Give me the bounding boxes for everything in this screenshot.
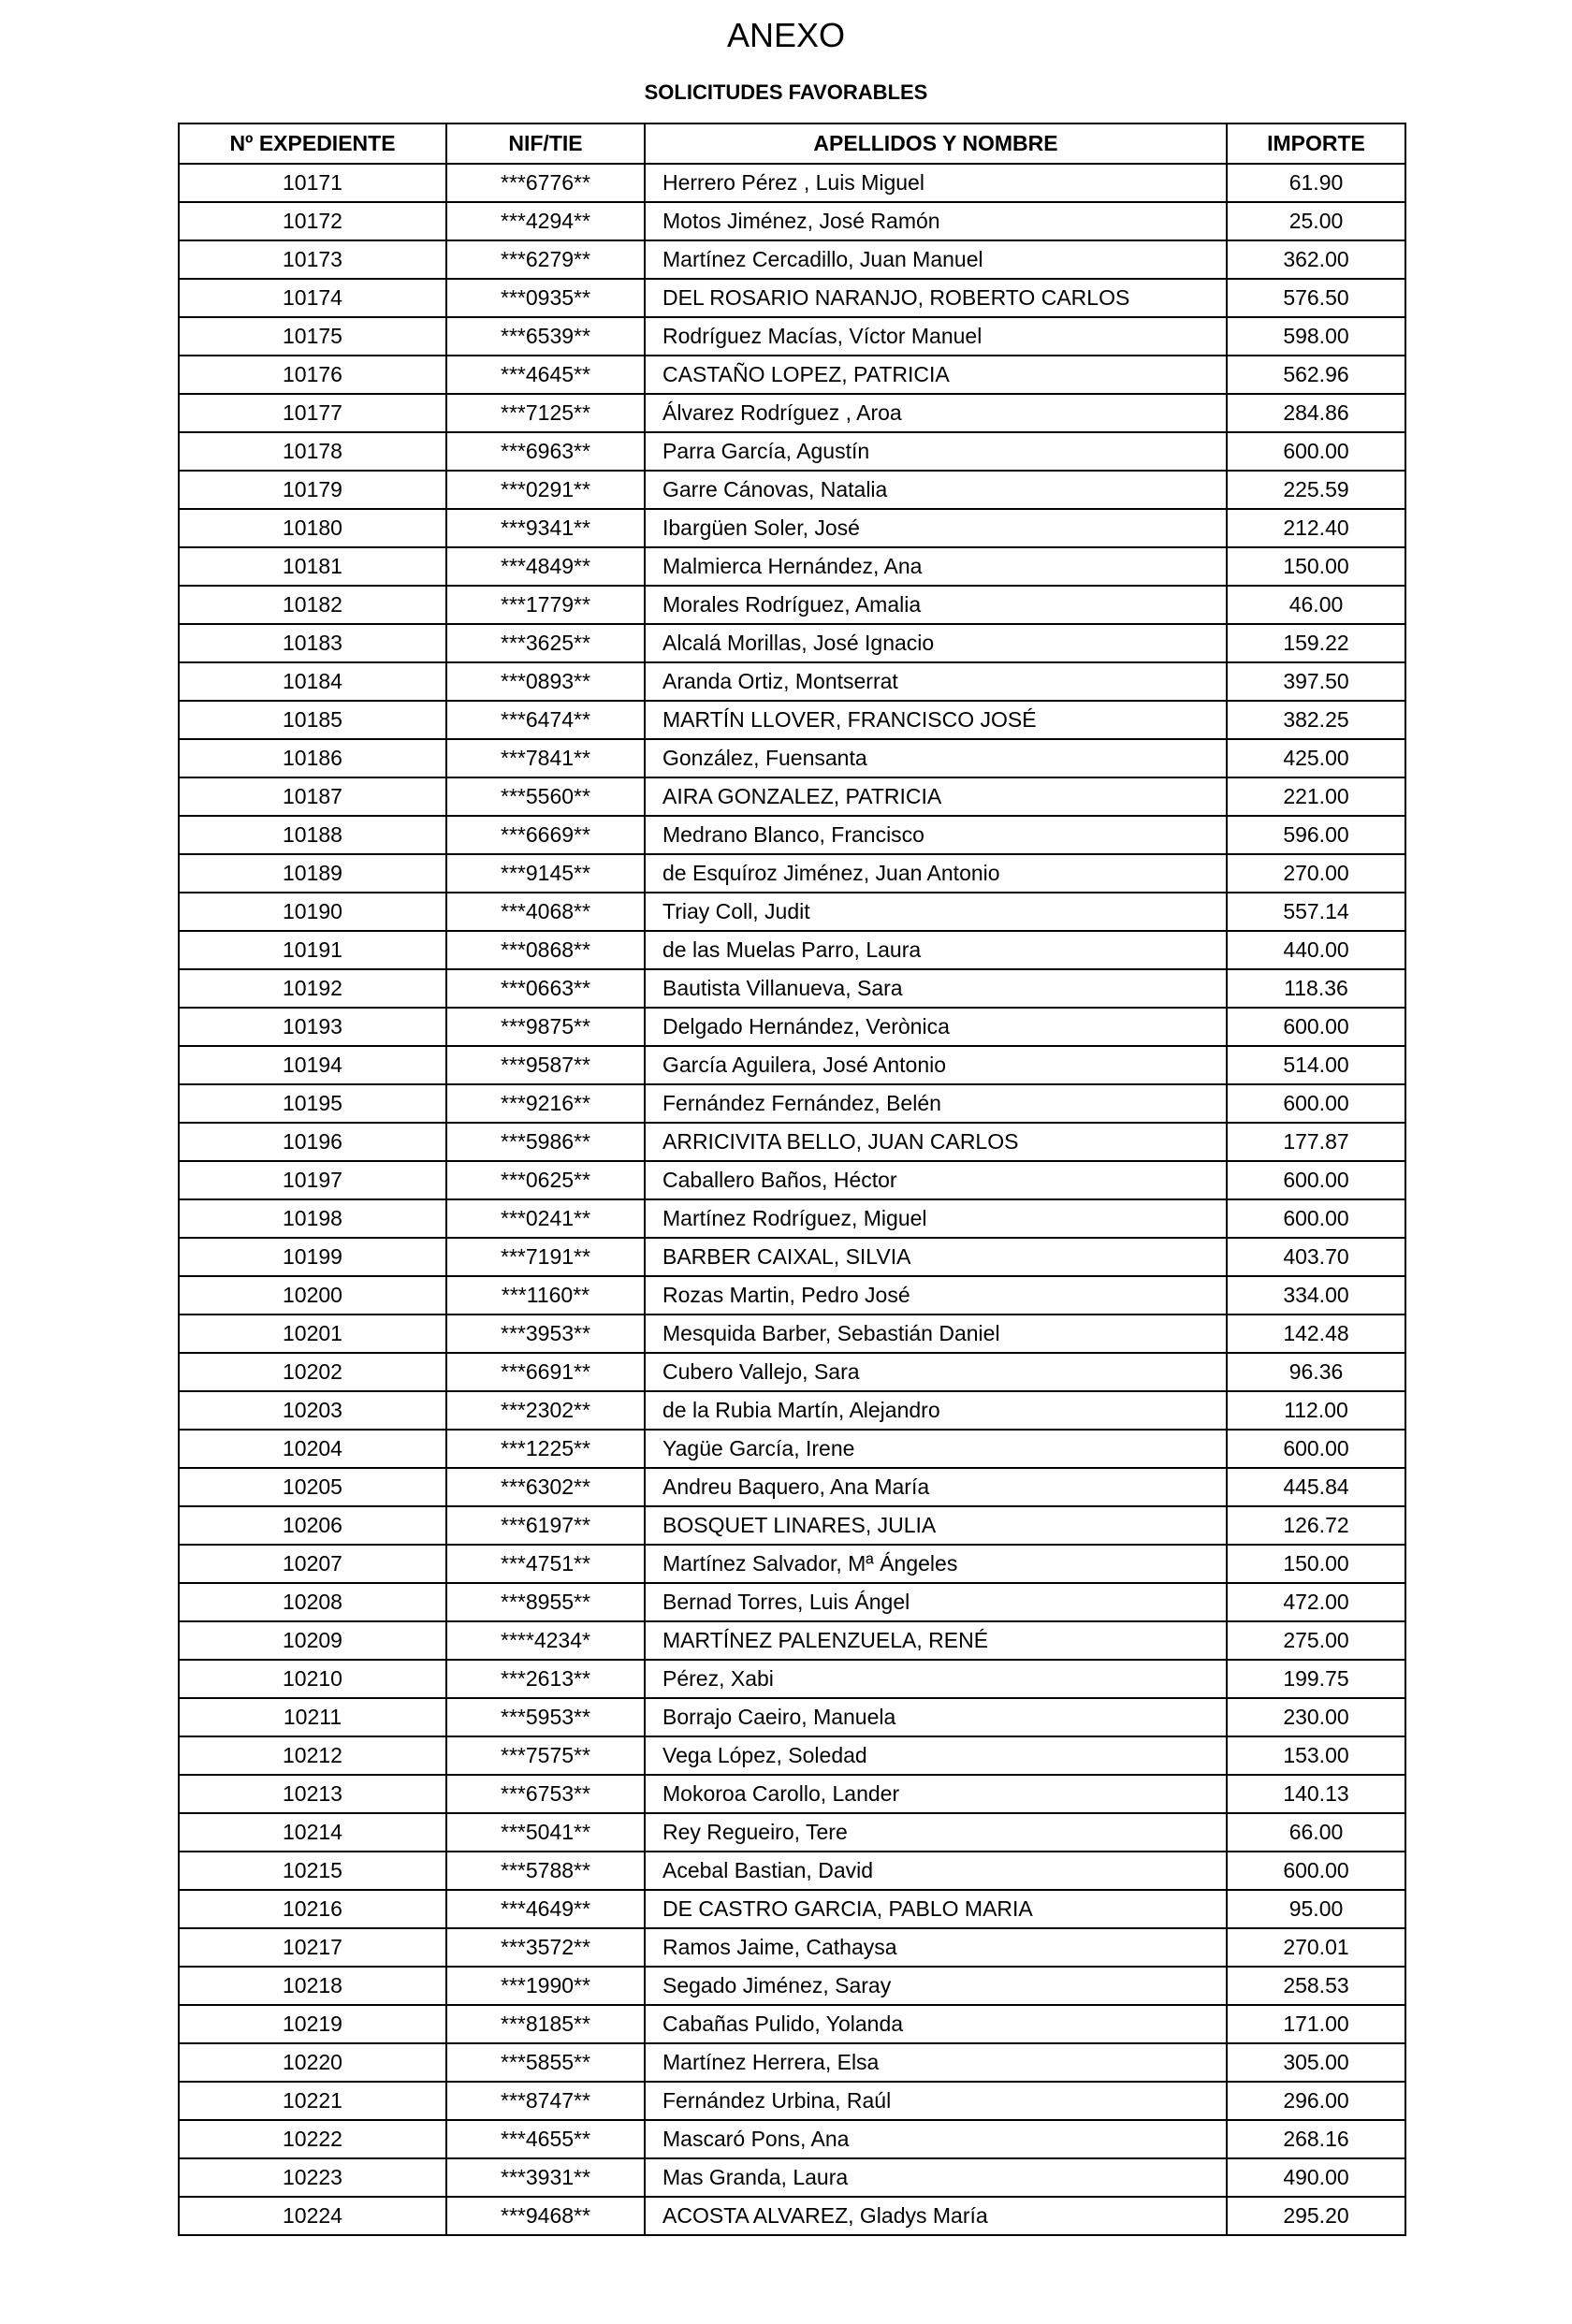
cell-importe: 403.70	[1227, 1238, 1405, 1276]
cell-expediente: 10202	[179, 1353, 446, 1391]
cell-expediente: 10208	[179, 1583, 446, 1621]
cell-importe: 150.00	[1227, 547, 1405, 586]
cell-expediente: 10223	[179, 2158, 446, 2197]
cell-expediente: 10171	[179, 164, 446, 202]
cell-nombre: Martínez Rodríguez, Miguel	[645, 1199, 1227, 1238]
cell-nif: ***4849**	[446, 547, 645, 586]
cell-expediente: 10201	[179, 1315, 446, 1353]
cell-importe: 225.59	[1227, 471, 1405, 509]
cell-expediente: 10190	[179, 893, 446, 931]
cell-importe: 61.90	[1227, 164, 1405, 202]
cell-nif: ***8955**	[446, 1583, 645, 1621]
cell-nombre: ARRICIVITA BELLO, JUAN CARLOS	[645, 1123, 1227, 1161]
table-row	[179, 2120, 1405, 2158]
table-row	[179, 1123, 1405, 1161]
cell-expediente: 10174	[179, 279, 446, 317]
cell-expediente: 10207	[179, 1545, 446, 1583]
cell-importe: 600.00	[1227, 1852, 1405, 1890]
table-row	[179, 1391, 1405, 1430]
cell-expediente: 10183	[179, 624, 446, 662]
cell-nif: ***5560**	[446, 777, 645, 816]
table-row	[179, 1813, 1405, 1852]
cell-importe: 230.00	[1227, 1698, 1405, 1736]
table-row	[179, 701, 1405, 739]
cell-nif: ***6197**	[446, 1506, 645, 1545]
cell-nombre: Mascaró Pons, Ana	[645, 2120, 1227, 2158]
table-row	[179, 1967, 1405, 2005]
cell-importe: 295.20	[1227, 2197, 1405, 2235]
cell-nombre: Ramos Jaime, Cathaysa	[645, 1928, 1227, 1967]
cell-importe: 600.00	[1227, 1008, 1405, 1046]
cell-importe: 440.00	[1227, 931, 1405, 969]
cell-nombre: Acebal Bastian, David	[645, 1852, 1227, 1890]
cell-expediente: 10192	[179, 969, 446, 1008]
cell-nombre: Fernández Urbina, Raúl	[645, 2082, 1227, 2120]
table-row	[179, 624, 1405, 662]
cell-nombre: Fernández Fernández, Belén	[645, 1084, 1227, 1123]
cell-expediente: 10205	[179, 1468, 446, 1506]
table-row	[179, 1852, 1405, 1890]
cell-nombre: García Aguilera, José Antonio	[645, 1046, 1227, 1084]
cell-nif: ***4068**	[446, 893, 645, 931]
table-row	[179, 1276, 1405, 1315]
cell-nif: ****4234*	[446, 1621, 645, 1660]
cell-nif: ***9341**	[446, 509, 645, 547]
cell-importe: 445.84	[1227, 1468, 1405, 1506]
cell-expediente: 10220	[179, 2043, 446, 2082]
cell-importe: 284.86	[1227, 394, 1405, 432]
cell-nombre: Medrano Blanco, Francisco	[645, 816, 1227, 854]
cell-nombre: Borrajo Caeiro, Manuela	[645, 1698, 1227, 1736]
cell-importe: 305.00	[1227, 2043, 1405, 2082]
cell-nif: ***5041**	[446, 1813, 645, 1852]
cell-importe: 514.00	[1227, 1046, 1405, 1084]
cell-nombre: BARBER CAIXAL, SILVIA	[645, 1238, 1227, 1276]
cell-expediente: 10182	[179, 586, 446, 624]
table-row	[179, 2197, 1405, 2235]
cell-nif: ***3953**	[446, 1315, 645, 1353]
cell-nombre: Álvarez Rodríguez , Aroa	[645, 394, 1227, 432]
cell-nombre: de Esquíroz Jiménez, Juan Antonio	[645, 854, 1227, 893]
cell-importe: 177.87	[1227, 1123, 1405, 1161]
cell-importe: 268.16	[1227, 2120, 1405, 2158]
cell-nombre: Motos Jiménez, José Ramón	[645, 202, 1227, 240]
cell-expediente: 10186	[179, 739, 446, 777]
cell-importe: 596.00	[1227, 816, 1405, 854]
cell-expediente: 10195	[179, 1084, 446, 1123]
table-row	[179, 969, 1405, 1008]
cell-nif: ***6963**	[446, 432, 645, 471]
table-row	[179, 356, 1405, 394]
cell-importe: 96.36	[1227, 1353, 1405, 1391]
cell-nif: ***7125**	[446, 394, 645, 432]
cell-expediente: 10204	[179, 1430, 446, 1468]
cell-expediente: 10211	[179, 1698, 446, 1736]
cell-importe: 142.48	[1227, 1315, 1405, 1353]
table-row	[179, 739, 1405, 777]
cell-nombre: Caballero Baños, Héctor	[645, 1161, 1227, 1199]
cell-nombre: AIRA GONZALEZ, PATRICIA	[645, 777, 1227, 816]
cell-importe: 66.00	[1227, 1813, 1405, 1852]
table-row	[179, 509, 1405, 547]
table-row	[179, 432, 1405, 471]
table-row	[179, 2043, 1405, 2082]
cell-importe: 397.50	[1227, 662, 1405, 701]
cell-expediente: 10187	[179, 777, 446, 816]
table-row	[179, 2005, 1405, 2043]
cell-nombre: de la Rubia Martín, Alejandro	[645, 1391, 1227, 1430]
cell-nombre: Morales Rodríguez, Amalia	[645, 586, 1227, 624]
cell-expediente: 10172	[179, 202, 446, 240]
cell-nif: ***4645**	[446, 356, 645, 394]
table-row	[179, 1084, 1405, 1123]
cell-nif: ***5986**	[446, 1123, 645, 1161]
cell-importe: 95.00	[1227, 1890, 1405, 1928]
cell-expediente: 10200	[179, 1276, 446, 1315]
cell-expediente: 10199	[179, 1238, 446, 1276]
cell-nombre: Vega López, Soledad	[645, 1736, 1227, 1775]
header-importe: IMPORTE	[1227, 123, 1405, 164]
cell-nif: ***2302**	[446, 1391, 645, 1430]
table-body	[179, 164, 1405, 2235]
cell-importe: 562.96	[1227, 356, 1405, 394]
cell-expediente: 10221	[179, 2082, 446, 2120]
cell-importe: 112.00	[1227, 1391, 1405, 1430]
table-row	[179, 164, 1405, 202]
cell-importe: 118.36	[1227, 969, 1405, 1008]
cell-expediente: 10193	[179, 1008, 446, 1046]
cell-expediente: 10178	[179, 432, 446, 471]
cell-importe: 598.00	[1227, 317, 1405, 356]
cell-expediente: 10218	[179, 1967, 446, 2005]
cell-importe: 270.00	[1227, 854, 1405, 893]
cell-importe: 171.00	[1227, 2005, 1405, 2043]
cell-nombre: BOSQUET LINARES, JULIA	[645, 1506, 1227, 1545]
cell-nombre: Bautista Villanueva, Sara	[645, 969, 1227, 1008]
cell-nombre: MARTÍN LLOVER, FRANCISCO JOSÉ	[645, 701, 1227, 739]
cell-nif: ***0625**	[446, 1161, 645, 1199]
cell-nif: ***7575**	[446, 1736, 645, 1775]
table-row	[179, 1698, 1405, 1736]
table-row	[179, 1736, 1405, 1775]
cell-nif: ***3572**	[446, 1928, 645, 1967]
cell-expediente: 10191	[179, 931, 446, 969]
table-row	[179, 1046, 1405, 1084]
cell-nombre: Rey Regueiro, Tere	[645, 1813, 1227, 1852]
table-row	[179, 1583, 1405, 1621]
cell-expediente: 10196	[179, 1123, 446, 1161]
cell-expediente: 10219	[179, 2005, 446, 2043]
cell-nif: ***8185**	[446, 2005, 645, 2043]
cell-nif: ***3931**	[446, 2158, 645, 2197]
cell-nif: ***6539**	[446, 317, 645, 356]
table-row	[179, 471, 1405, 509]
cell-nif: ***1225**	[446, 1430, 645, 1468]
cell-importe: 382.25	[1227, 701, 1405, 739]
cell-nombre: Mokoroa Carollo, Lander	[645, 1775, 1227, 1813]
cell-expediente: 10215	[179, 1852, 446, 1890]
cell-importe: 490.00	[1227, 2158, 1405, 2197]
cell-nif: ***5788**	[446, 1852, 645, 1890]
cell-nombre: CASTAÑO LOPEZ, PATRICIA	[645, 356, 1227, 394]
cell-expediente: 10214	[179, 1813, 446, 1852]
cell-expediente: 10210	[179, 1660, 446, 1698]
table-row	[179, 202, 1405, 240]
table-row	[179, 279, 1405, 317]
favorable-requests-table	[178, 123, 1406, 2236]
header-nif: NIF/TIE	[446, 123, 645, 164]
table-row	[179, 1315, 1405, 1353]
cell-nombre: Ibargüen Soler, José	[645, 509, 1227, 547]
cell-nif: ***6753**	[446, 1775, 645, 1813]
table-row	[179, 2158, 1405, 2197]
cell-nombre: Segado Jiménez, Saray	[645, 1967, 1227, 2005]
cell-nif: ***6776**	[446, 164, 645, 202]
cell-importe: 362.00	[1227, 240, 1405, 279]
cell-importe: 600.00	[1227, 1430, 1405, 1468]
table-row	[179, 1161, 1405, 1199]
table-row	[179, 777, 1405, 816]
cell-nif: ***9587**	[446, 1046, 645, 1084]
cell-importe: 600.00	[1227, 1199, 1405, 1238]
cell-expediente: 10216	[179, 1890, 446, 1928]
cell-expediente: 10206	[179, 1506, 446, 1545]
cell-nif: ***0935**	[446, 279, 645, 317]
cell-nif: ***0663**	[446, 969, 645, 1008]
cell-nif: ***4655**	[446, 2120, 645, 2158]
cell-nombre: Herrero Pérez , Luis Miguel	[645, 164, 1227, 202]
cell-nif: ***9468**	[446, 2197, 645, 2235]
cell-expediente: 10217	[179, 1928, 446, 1967]
cell-expediente: 10185	[179, 701, 446, 739]
cell-nombre: Delgado Hernández, Verònica	[645, 1008, 1227, 1046]
cell-importe: 159.22	[1227, 624, 1405, 662]
document-subtitle: SOLICITUDES FAVORABLES	[644, 80, 928, 104]
cell-expediente: 10209	[179, 1621, 446, 1660]
cell-expediente: 10181	[179, 547, 446, 586]
cell-importe: 557.14	[1227, 893, 1405, 931]
cell-importe: 600.00	[1227, 1161, 1405, 1199]
cell-importe: 296.00	[1227, 2082, 1405, 2120]
cell-nombre: Rodríguez Macías, Víctor Manuel	[645, 317, 1227, 356]
cell-nombre: Yagüe García, Irene	[645, 1430, 1227, 1468]
table-row	[179, 1506, 1405, 1545]
cell-importe: 153.00	[1227, 1736, 1405, 1775]
cell-nombre: MARTÍNEZ PALENZUELA, RENÉ	[645, 1621, 1227, 1660]
cell-nif: ***1779**	[446, 586, 645, 624]
table-row	[179, 1008, 1405, 1046]
cell-nif: ***1990**	[446, 1967, 645, 2005]
cell-importe: 126.72	[1227, 1506, 1405, 1545]
table-row	[179, 394, 1405, 432]
cell-nif: ***8747**	[446, 2082, 645, 2120]
cell-nombre: DEL ROSARIO NARANJO, ROBERTO CARLOS	[645, 279, 1227, 317]
cell-nif: ***9145**	[446, 854, 645, 893]
cell-nif: ***4649**	[446, 1890, 645, 1928]
cell-expediente: 10203	[179, 1391, 446, 1430]
cell-nif: ***7841**	[446, 739, 645, 777]
cell-importe: 334.00	[1227, 1276, 1405, 1315]
cell-nif: ***5855**	[446, 2043, 645, 2082]
cell-importe: 199.75	[1227, 1660, 1405, 1698]
cell-importe: 600.00	[1227, 432, 1405, 471]
header-nombre: APELLIDOS Y NOMBRE	[645, 123, 1227, 164]
cell-nif: ***9875**	[446, 1008, 645, 1046]
cell-expediente: 10179	[179, 471, 446, 509]
cell-nombre: Mesquida Barber, Sebastián Daniel	[645, 1315, 1227, 1353]
cell-nombre: Andreu Baquero, Ana María	[645, 1468, 1227, 1506]
cell-importe: 472.00	[1227, 1583, 1405, 1621]
cell-nif: ***6279**	[446, 240, 645, 279]
cell-importe: 258.53	[1227, 1967, 1405, 2005]
table-row	[179, 1468, 1405, 1506]
cell-nif: ***3625**	[446, 624, 645, 662]
cell-expediente: 10173	[179, 240, 446, 279]
cell-importe: 221.00	[1227, 777, 1405, 816]
cell-expediente: 10189	[179, 854, 446, 893]
cell-expediente: 10180	[179, 509, 446, 547]
table-row	[179, 854, 1405, 893]
cell-nombre: Mas Granda, Laura	[645, 2158, 1227, 2197]
cell-nombre: DE CASTRO GARCIA, PABLO MARIA	[645, 1890, 1227, 1928]
cell-nombre: Alcalá Morillas, José Ignacio	[645, 624, 1227, 662]
cell-importe: 425.00	[1227, 739, 1405, 777]
table-row	[179, 1775, 1405, 1813]
cell-nif: ***6691**	[446, 1353, 645, 1391]
table-row	[179, 931, 1405, 969]
cell-nombre: Martínez Cercadillo, Juan Manuel	[645, 240, 1227, 279]
cell-importe: 25.00	[1227, 202, 1405, 240]
cell-nif: ***4751**	[446, 1545, 645, 1583]
table-row	[179, 586, 1405, 624]
cell-nif: ***9216**	[446, 1084, 645, 1123]
cell-expediente: 10194	[179, 1046, 446, 1084]
table-row	[179, 662, 1405, 701]
cell-expediente: 10198	[179, 1199, 446, 1238]
cell-importe: 275.00	[1227, 1621, 1405, 1660]
cell-nif: ***6669**	[446, 816, 645, 854]
table-row	[179, 240, 1405, 279]
cell-nombre: Bernad Torres, Luis Ángel	[645, 1583, 1227, 1621]
table-row	[179, 2082, 1405, 2120]
cell-expediente: 10222	[179, 2120, 446, 2158]
cell-nombre: Triay Coll, Judit	[645, 893, 1227, 931]
cell-nif: ***4294**	[446, 202, 645, 240]
table-row	[179, 1199, 1405, 1238]
table-row	[179, 547, 1405, 586]
cell-nombre: Rozas Martin, Pedro José	[645, 1276, 1227, 1315]
cell-nif: ***5953**	[446, 1698, 645, 1736]
cell-importe: 46.00	[1227, 586, 1405, 624]
cell-expediente: 10224	[179, 2197, 446, 2235]
cell-nombre: ACOSTA ALVAREZ, Gladys María	[645, 2197, 1227, 2235]
header-expediente: Nº EXPEDIENTE	[179, 123, 446, 164]
cell-expediente: 10197	[179, 1161, 446, 1199]
cell-nombre: Malmierca Hernández, Ana	[645, 547, 1227, 586]
table-row	[179, 1660, 1405, 1698]
cell-expediente: 10188	[179, 816, 446, 854]
cell-importe: 600.00	[1227, 1084, 1405, 1123]
cell-nif: ***6474**	[446, 701, 645, 739]
cell-nif: ***7191**	[446, 1238, 645, 1276]
cell-importe: 150.00	[1227, 1545, 1405, 1583]
cell-nombre: Pérez, Xabi	[645, 1660, 1227, 1698]
cell-importe: 576.50	[1227, 279, 1405, 317]
table-row	[179, 893, 1405, 931]
table-row	[179, 1928, 1405, 1967]
cell-nif: ***0868**	[446, 931, 645, 969]
cell-nombre: Cubero Vallejo, Sara	[645, 1353, 1227, 1391]
cell-importe: 212.40	[1227, 509, 1405, 547]
cell-importe: 140.13	[1227, 1775, 1405, 1813]
cell-nif: ***1160**	[446, 1276, 645, 1315]
cell-nombre: Parra García, Agustín	[645, 432, 1227, 471]
cell-nombre: Garre Cánovas, Natalia	[645, 471, 1227, 509]
table-row	[179, 1238, 1405, 1276]
cell-nombre: Martínez Salvador, Mª Ángeles	[645, 1545, 1227, 1583]
cell-nombre: Aranda Ortiz, Montserrat	[645, 662, 1227, 701]
cell-expediente: 10175	[179, 317, 446, 356]
document-title: ANEXO	[726, 16, 846, 54]
cell-expediente: 10212	[179, 1736, 446, 1775]
cell-importe: 270.01	[1227, 1928, 1405, 1967]
cell-expediente: 10176	[179, 356, 446, 394]
table-row	[179, 1545, 1405, 1583]
table-row	[179, 1890, 1405, 1928]
table-row	[179, 317, 1405, 356]
cell-nif: ***2613**	[446, 1660, 645, 1698]
table-row	[179, 816, 1405, 854]
cell-expediente: 10213	[179, 1775, 446, 1813]
cell-nombre: Cabañas Pulido, Yolanda	[645, 2005, 1227, 2043]
table-row	[179, 1353, 1405, 1391]
cell-expediente: 10177	[179, 394, 446, 432]
cell-nombre: González, Fuensanta	[645, 739, 1227, 777]
table-row	[179, 1621, 1405, 1660]
table-header-row	[179, 123, 1405, 164]
cell-nif: ***0241**	[446, 1199, 645, 1238]
cell-nif: ***0893**	[446, 662, 645, 701]
cell-nif: ***6302**	[446, 1468, 645, 1506]
cell-expediente: 10184	[179, 662, 446, 701]
cell-nombre: Martínez Herrera, Elsa	[645, 2043, 1227, 2082]
table-row	[179, 1430, 1405, 1468]
cell-nombre: de las Muelas Parro, Laura	[645, 931, 1227, 969]
cell-nif: ***0291**	[446, 471, 645, 509]
